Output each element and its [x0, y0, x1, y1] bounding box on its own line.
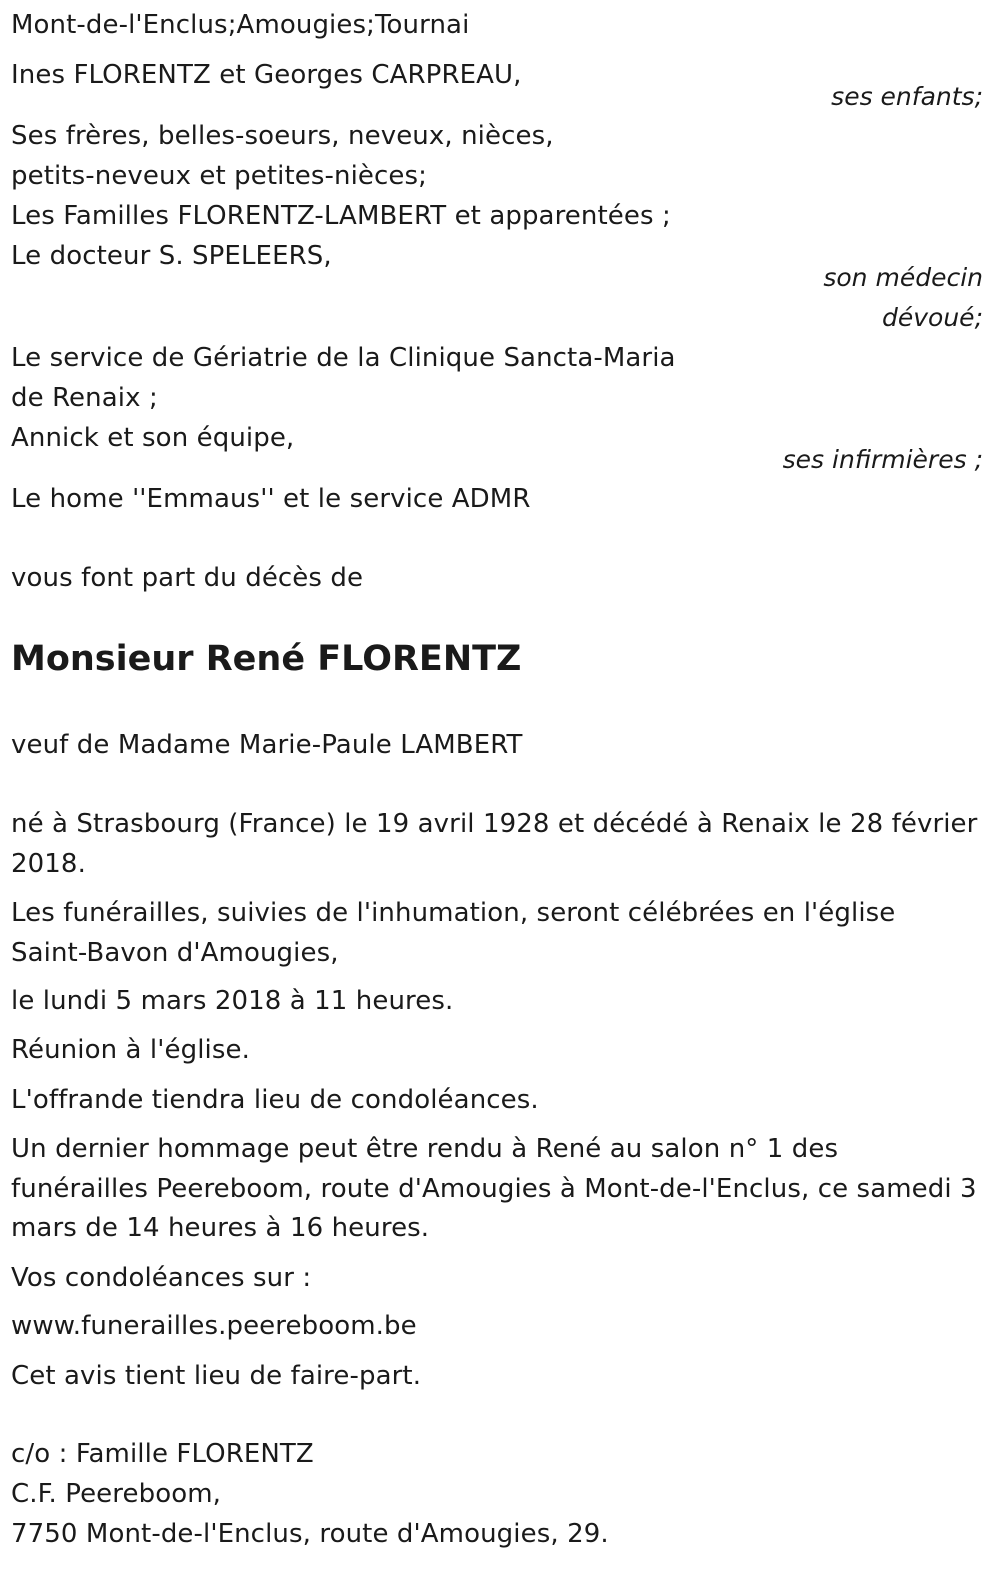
tribute-line-1: Un dernier hommage peut être rendu à René au salon n° 1 des [11, 1134, 839, 1164]
families-line: Les Familles FLORENTZ-LAMBERT et apparentées ; [11, 201, 671, 231]
funeral-date: le lundi 5 mars 2018 à 11 heures. [11, 986, 454, 1016]
deceased-name: Monsieur René FLORENTZ [11, 639, 522, 679]
notice-line: Cet avis tient lieu de faire-part. [11, 1361, 422, 1391]
doctor-role-line-2: dévoué; [882, 303, 983, 332]
service-line-2: de Renaix ; [11, 383, 158, 413]
children-names: Ines FLORENTZ et Georges CARPREAU, [11, 60, 522, 90]
siblings-line-2: petits-neveux et petites-nièces; [11, 161, 428, 191]
contact-line-2: C.F. Peereboom, [11, 1479, 221, 1509]
home-line: Le home ''Emmaus'' et le service ADMR [11, 484, 531, 514]
contact-line-3: 7750 Mont-de-l'Enclus, route d'Amougies, 29. [11, 1519, 609, 1549]
nurses-role: ses infirmières ; [782, 445, 983, 474]
doctor-role-line-1: son médecin [823, 263, 983, 292]
birth-death-line-2: 2018. [11, 849, 86, 879]
intro-line: vous font part du décès de [11, 563, 364, 593]
children-role: ses enfants; [831, 82, 983, 111]
birth-death-line-1: né à Strasbourg (France) le 19 avril 1928 et décédé à Renaix le 28 février [11, 809, 978, 839]
nurses-name: Annick et son équipe, [11, 423, 295, 453]
condolences-website: www.funerailles.peereboom.be [11, 1311, 417, 1341]
ceremony-line-2: Saint-Bavon d'Amougies, [11, 938, 339, 968]
header-locations: Mont-de-l'Enclus;Amougies;Tournai [11, 10, 470, 40]
service-line-1: Le service de Gériatrie de la Clinique Sancta-Maria [11, 343, 676, 373]
ceremony-line-1: Les funérailles, suivies de l'inhumation, seront célébrées en l'église [11, 898, 896, 928]
siblings-line-1: Ses frères, belles-soeurs, neveux, nièces, [11, 121, 554, 151]
condolences-label: Vos condoléances sur : [11, 1263, 312, 1293]
widower-line: veuf de Madame Marie-Paule LAMBERT [11, 730, 523, 760]
obituary-page [11, 0, 983, 1583]
contact-line-1: c/o : Famille FLORENTZ [11, 1439, 314, 1469]
tribute-line-2: funérailles Peereboom, route d'Amougies à Mont-de-l'Enclus, ce samedi 3 [11, 1174, 977, 1204]
doctor-name: Le docteur S. SPELEERS, [11, 241, 332, 271]
offering-line: L'offrande tiendra lieu de condoléances. [11, 1085, 539, 1115]
meeting-line: Réunion à l'église. [11, 1035, 250, 1065]
tribute-line-3: mars de 14 heures à 16 heures. [11, 1213, 430, 1243]
